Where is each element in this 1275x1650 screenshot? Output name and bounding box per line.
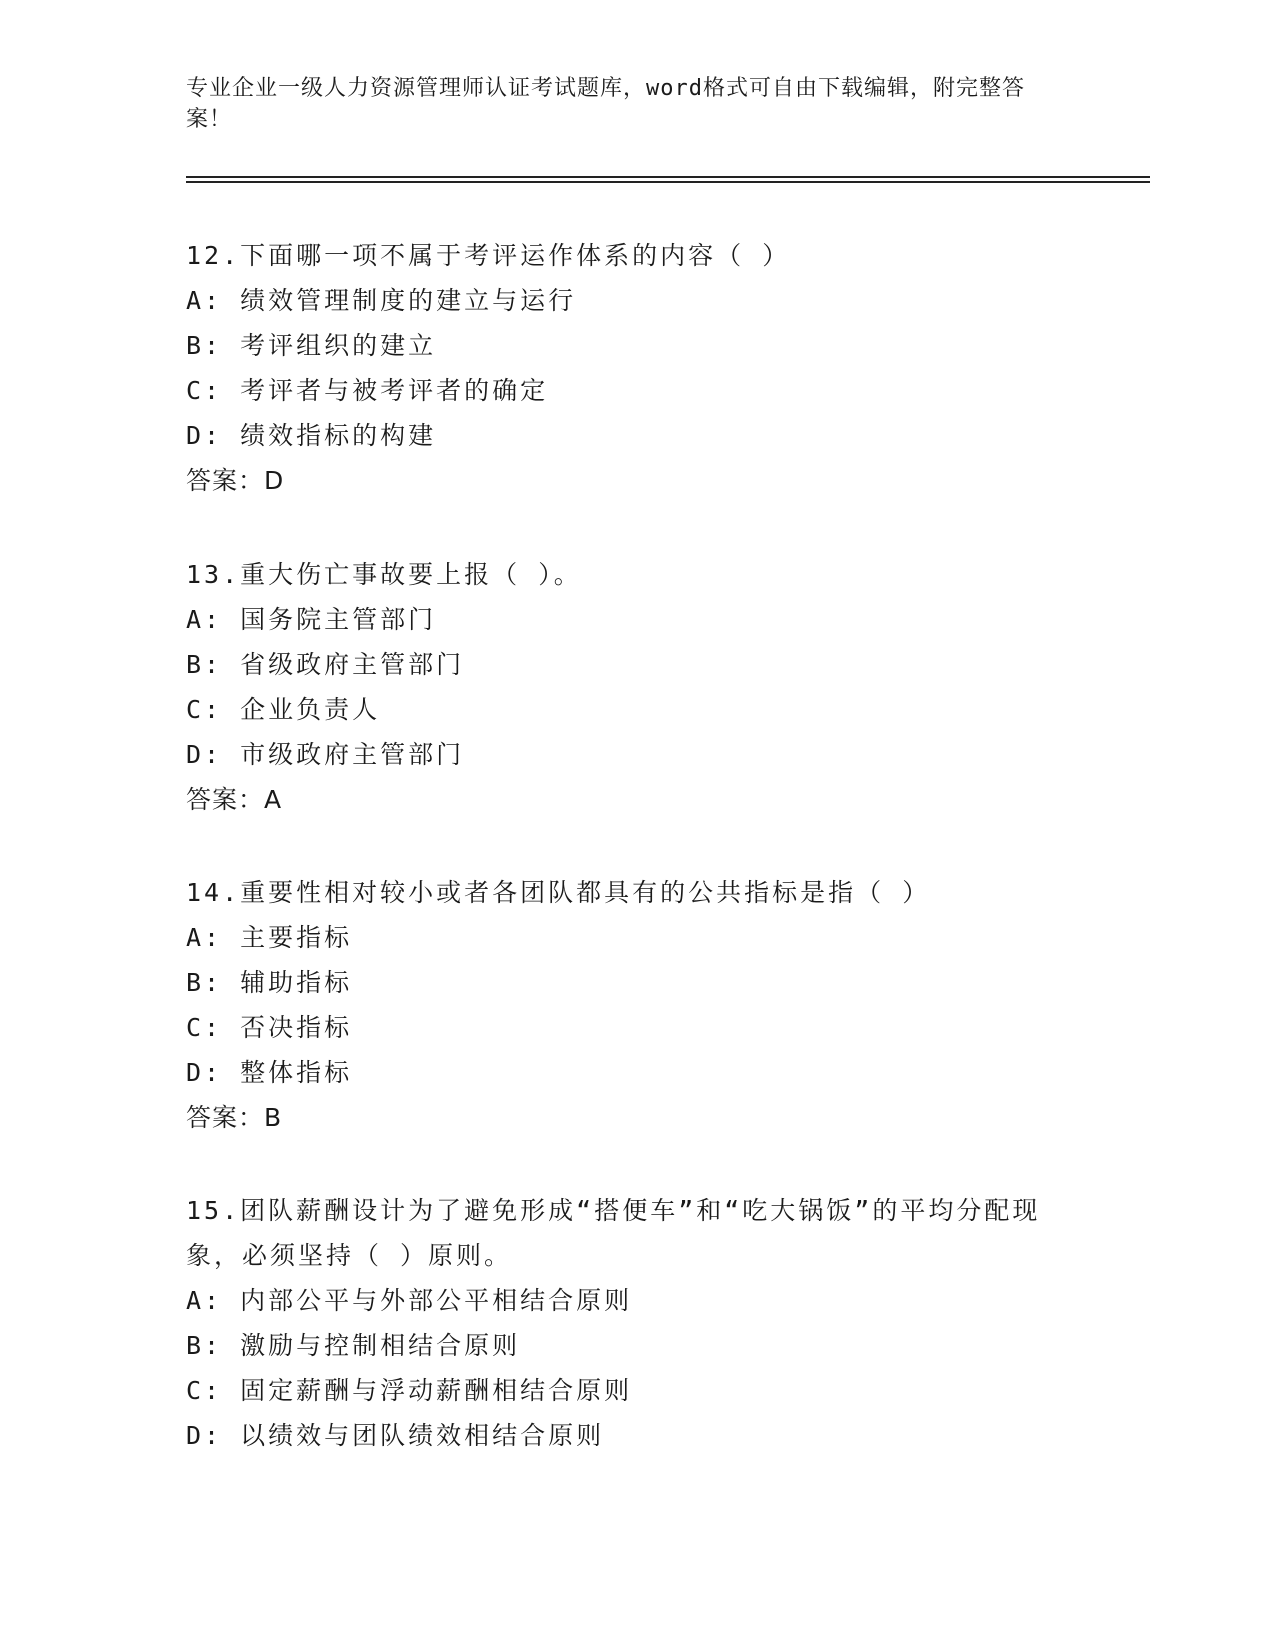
question-15 <box>186 1188 1086 1458</box>
question-14 <box>186 870 1086 1140</box>
question-stem: 12.下面哪一项不属于考评运作体系的内容（ ） <box>186 241 791 270</box>
option-c: C: 固定薪酬与浮动薪酬相结合原则 <box>186 1376 633 1405</box>
option-c: C: 企业负责人 <box>186 695 381 724</box>
option-a: A: 国务院主管部门 <box>186 605 437 634</box>
question-stem: 13.重大伤亡事故要上报（ ）。 <box>186 560 582 589</box>
option-b: B: 省级政府主管部门 <box>186 650 465 679</box>
answer-label: 答案：B <box>186 1103 283 1132</box>
question-13 <box>186 552 1086 822</box>
question-stem: 14.重要性相对较小或者各团队都具有的公共指标是指（ ） <box>186 878 931 907</box>
answer-label: 答案：A <box>186 785 283 814</box>
option-d: D: 以绩效与团队绩效相结合原则 <box>186 1421 605 1450</box>
option-d: D: 绩效指标的构建 <box>186 421 437 450</box>
option-b: B: 考评组织的建立 <box>186 331 437 360</box>
question-12 <box>186 233 1086 503</box>
header-rule-bottom <box>186 181 1150 183</box>
option-b: B: 辅助指标 <box>186 968 353 997</box>
option-d: D: 市级政府主管部门 <box>186 740 465 769</box>
answer-label: 答案：D <box>186 466 285 495</box>
option-a: A: 内部公平与外部公平相结合原则 <box>186 1286 633 1315</box>
question-stem: 15.团队薪酬设计为了避免形成“搭便车”和“吃大锅饭”的平均分配现象，必须坚持（ ）原则。 <box>186 1196 1041 1270</box>
option-c: C: 否决指标 <box>186 1013 353 1042</box>
option-c: C: 考评者与被考评者的确定 <box>186 376 549 405</box>
option-a: A: 绩效管理制度的建立与运行 <box>186 286 577 315</box>
header-rule-top <box>186 176 1150 178</box>
option-d: D: 整体指标 <box>186 1058 353 1087</box>
document-header: 专业企业一级人力资源管理师认证考试题库，word格式可自由下载编辑，附完整答案！ <box>186 76 1025 132</box>
option-a: A: 主要指标 <box>186 923 353 952</box>
option-b: B: 激励与控制相结合原则 <box>186 1331 521 1360</box>
